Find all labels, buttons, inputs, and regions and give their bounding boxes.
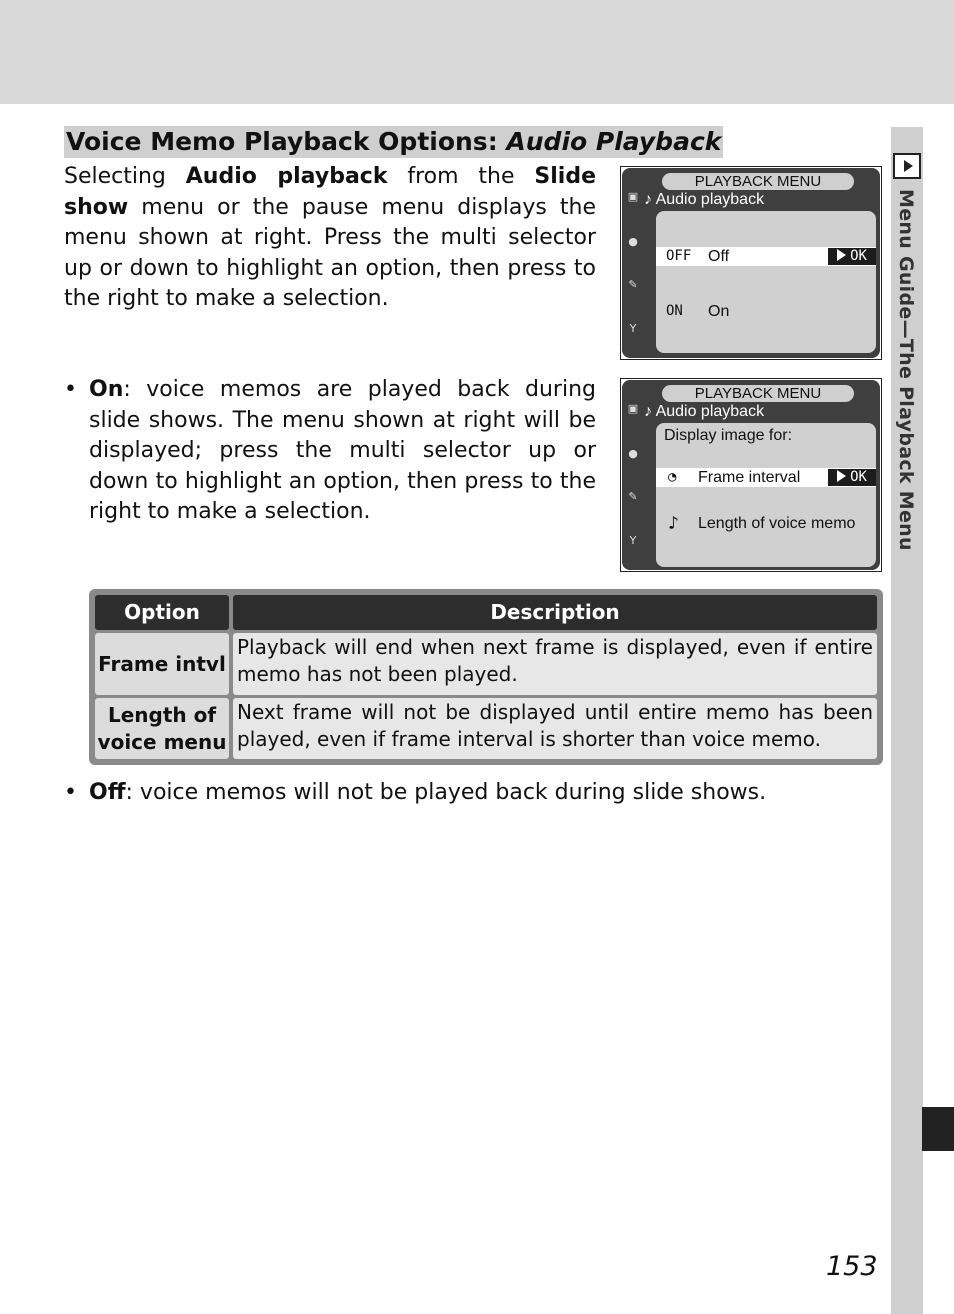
wrench-tab-icon: Y xyxy=(629,534,637,547)
option-length-of-voice-memo[interactable] xyxy=(656,514,876,533)
option-panel xyxy=(656,423,876,567)
playback-tab-icon: ▣ xyxy=(627,190,639,203)
table-row-option: Length of voice menu xyxy=(95,698,229,759)
heading-italic: Audio Playback xyxy=(506,127,722,156)
bullet-term: On xyxy=(89,377,124,402)
screen-bezel xyxy=(622,168,880,358)
intro-paragraph xyxy=(64,162,596,315)
option-label: Off xyxy=(708,248,730,265)
intro-term-slide-show: Slide show xyxy=(64,164,596,220)
ok-indicator xyxy=(828,248,876,265)
option-label: Frame interval xyxy=(698,469,801,486)
option-label: Length of voice memo xyxy=(698,515,856,532)
camera-menu-screen-audio-playback xyxy=(620,166,882,360)
table-header-option: Option xyxy=(95,595,229,630)
intro-text-1: Selecting xyxy=(64,164,186,189)
option-on[interactable] xyxy=(656,302,876,321)
timer-icon: ◔ xyxy=(668,469,677,485)
bullet-off xyxy=(64,778,844,810)
ok-label: OK xyxy=(850,469,867,485)
thumb-index-marker xyxy=(922,1107,954,1151)
option-label: On xyxy=(708,303,730,320)
music-note-icon: ♪ xyxy=(668,513,679,534)
bullet-body: : voice memos will not be played back during slide shows. xyxy=(125,780,767,805)
menu-subtitle: ♪ Audio playback xyxy=(644,403,765,420)
bullet-on xyxy=(64,375,596,535)
page-number: 153 xyxy=(826,1251,878,1282)
menu-prompt: Display image for: xyxy=(664,427,793,444)
intro-text-3: menu or the pause menu displays the menu shown at right. Press the multi selector up or down to highlight an option, then press to the right to make a selection. xyxy=(64,194,596,311)
bullet-text xyxy=(89,778,849,809)
section-tab-label: Menu Guide—The Playback Menu xyxy=(895,189,917,551)
bullet-dot: • xyxy=(64,780,77,805)
playback-icon xyxy=(893,153,921,179)
section-heading xyxy=(64,126,723,158)
right-arrow-icon xyxy=(837,249,846,261)
menu-title: PLAYBACK MENU xyxy=(662,173,854,190)
pencil-tab-icon: ✎ xyxy=(628,278,638,291)
table-row-option: Frame intvl xyxy=(95,633,229,695)
ok-indicator xyxy=(828,469,876,486)
heading-plain: Voice Memo Playback Options: xyxy=(66,127,507,156)
camera-tab-icon: ● xyxy=(628,235,638,248)
table-row-description: Next frame will not be displayed until entire memo has been played, even if frame interval is shorter than voice memo. xyxy=(233,698,877,759)
right-arrow-icon xyxy=(837,470,846,482)
camera-menu-screen-display-image-for xyxy=(620,378,882,572)
intro-term-audio-playback: Audio playback xyxy=(185,164,388,189)
top-band xyxy=(0,0,954,104)
ok-label: OK xyxy=(850,248,867,264)
table-row-description: Playback will end when next frame is displayed, even if entire memo has not been played. xyxy=(233,633,877,695)
option-code: OFF xyxy=(666,248,692,264)
camera-tab-icon: ● xyxy=(628,447,638,460)
options-table xyxy=(89,589,883,765)
table-header-description: Description xyxy=(233,595,877,630)
bullet-body: : voice memos are played back during slide shows. The menu shown at right will be displayed; press the multi selector up or down to highlight an option, then press to the right to make a selection. xyxy=(89,377,596,524)
pencil-tab-icon: ✎ xyxy=(628,490,638,503)
section-tab xyxy=(891,127,923,1314)
screen-bezel xyxy=(622,380,880,570)
bullet-text xyxy=(89,375,596,528)
option-code: ON xyxy=(666,303,683,319)
option-off[interactable] xyxy=(656,247,876,266)
option-frame-interval[interactable] xyxy=(656,468,876,487)
menu-subtitle: ♪ Audio playback xyxy=(644,191,765,208)
intro-text-2: from the xyxy=(387,164,535,189)
playback-tab-icon: ▣ xyxy=(627,402,639,415)
option-panel xyxy=(656,211,876,353)
menu-title: PLAYBACK MENU xyxy=(662,385,854,402)
bullet-term: Off xyxy=(89,780,126,805)
bullet-dot: • xyxy=(64,377,77,402)
wrench-tab-icon: Y xyxy=(629,322,637,335)
